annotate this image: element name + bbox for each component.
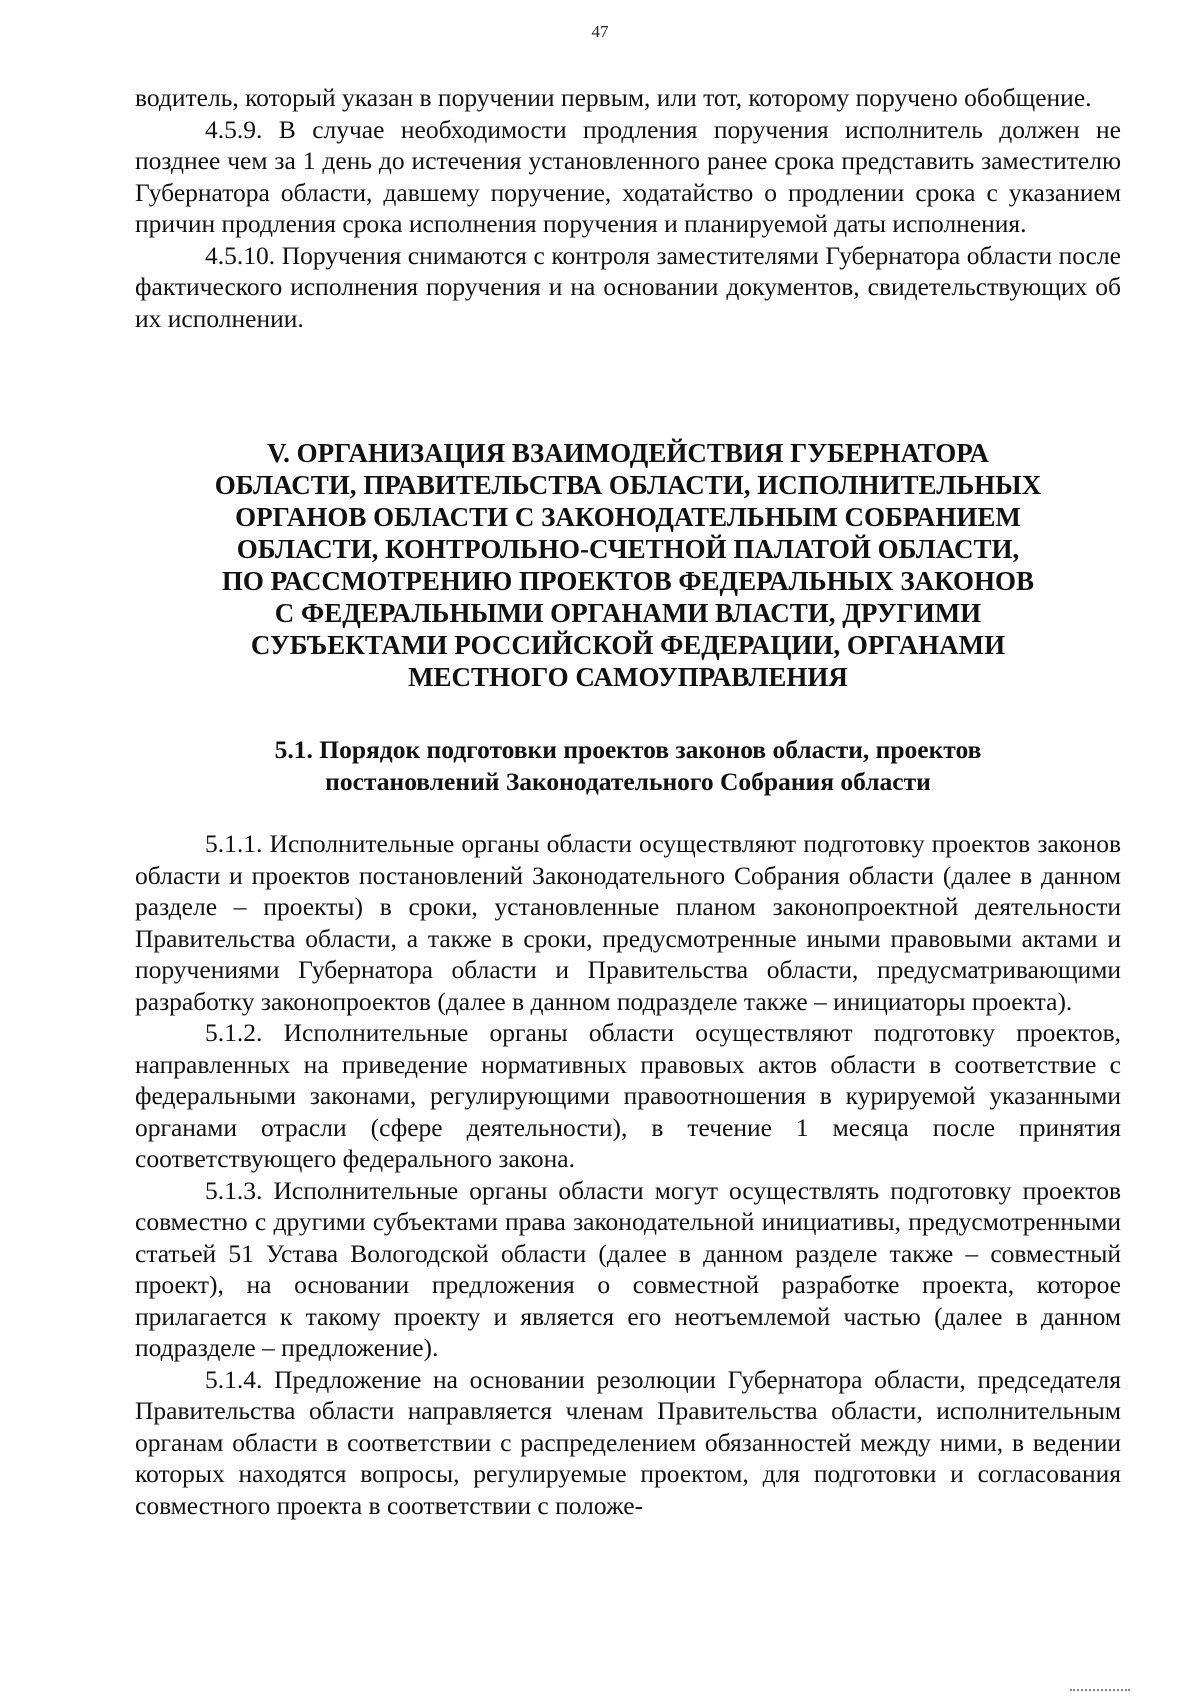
section-heading-line: МЕСТНОГО САМОУПРАВЛЕНИЯ — [408, 662, 848, 692]
section-heading-line: ПО РАССМОТРЕНИЮ ПРОЕКТОВ ФЕДЕРАЛЬНЫХ ЗАКОНОВ — [221, 566, 1035, 596]
section-heading — [135, 437, 1121, 693]
section-heading-line: СУБЪЕКТАМИ РОССИЙСКОЙ ФЕДЕРАЦИИ, ОРГАНАМИ — [250, 630, 1006, 660]
paragraph-continuation: водитель, который указан в поручении первым, или тот, которому поручено обобщение. — [135, 83, 1092, 112]
paragraph-4-5-9: 4.5.9. В случае необходимости продления поручения исполнитель должен не позднее чем за 1 день до истечения установленного ранее срока представить заместителю Губернатора области, давшему поручение, ходатайство о продлении срока с указанием причин продления срока исполнения поручения и планируемой даты исполнения. — [135, 114, 1121, 238]
page-number: 47 — [591, 22, 609, 41]
top-text-block — [135, 82, 1121, 334]
section-heading-line: ОБЛАСТИ, ПРАВИТЕЛЬСТВА ОБЛАСТИ, ИСПОЛНИТЕЛЬНЫХ — [214, 470, 1042, 500]
main-text-block — [135, 828, 1121, 1521]
subsection-heading-line: 5.1. Порядок подготовки проектов законов области, проектов — [274, 735, 982, 764]
paragraph-5-1-3: 5.1.3. Исполнительные органы области могут осуществлять подготовку проектов совместно с другими субъектами права законодательной инициативы, предусмотренными статьей 51 Устава Вологодской области (далее в данном разделе также – совместный проект), на основании предложения о совместной разработке проекта, которое прилагается к такому проекту и является его неотъемлемой частью (далее в данном подразделе – предложение). — [135, 1175, 1121, 1362]
section-heading-line: V. ОРГАНИЗАЦИЯ ВЗАИМОДЕЙСТВИЯ ГУБЕРНАТОРА — [267, 438, 989, 468]
section-heading-line: ОРГАНОВ ОБЛАСТИ С ЗАКОНОДАТЕЛЬНЫМ СОБРАНИЕМ — [235, 502, 1021, 532]
paragraph-5-1-2: 5.1.2. Исполнительные органы области осуществляют подготовку проектов, направленных на приведение нормативных правовых актов области в соответствие с федеральными законами, регулирующими правоотношения в курируемой указанными органами отрасли (сфере деятельности), в течение 1 месяца после принятия соответствующего федерального закона. — [135, 1018, 1121, 1173]
subsection-heading — [135, 734, 1121, 798]
section-heading-line: ОБЛАСТИ, КОНТРОЛЬНО-СЧЕТНОЙ ПАЛАТОЙ ОБЛАСТИ, — [236, 534, 1020, 564]
paragraph-4-5-10: 4.5.10. Поручения снимаются с контроля заместителями Губернатора области после фактического исполнения поручения и на основании документов, свидетельствующих об их исполнении. — [135, 240, 1121, 333]
paragraph-5-1-4: 5.1.4. Предложение на основании резолюции Губернатора области, председателя Правительства области направляется членам Правительства области, исполнительным органам области в соответствии с распределением обязанностей между ними, в ведении которых находятся вопросы, регулируемые проектом, для подготовки и согласования совместного проекта в соответствии с положе- — [135, 1364, 1121, 1520]
scan-artifact — [1070, 1683, 1130, 1691]
section-heading-line: С ФЕДЕРАЛЬНЫМИ ОРГАНАМИ ВЛАСТИ, ДРУГИМИ — [274, 598, 982, 628]
subsection-heading-line: постановлений Законодательного Собрания области — [325, 767, 931, 796]
paragraph-5-1-1: 5.1.1. Исполнительные органы области осуществляют подготовку проектов законов области и проектов постановлений Законодательного Собрания области (далее в данном разделе – проекты) в сроки, установленные планом законопроектной деятельности Правительства области, а также в сроки, предусмотренные иными правовыми актами и поручениями Губернатора области и Правительства области, предусматривающими разработку законопроектов (далее в данном подразделе также – инициаторы проекта). — [135, 829, 1121, 1016]
